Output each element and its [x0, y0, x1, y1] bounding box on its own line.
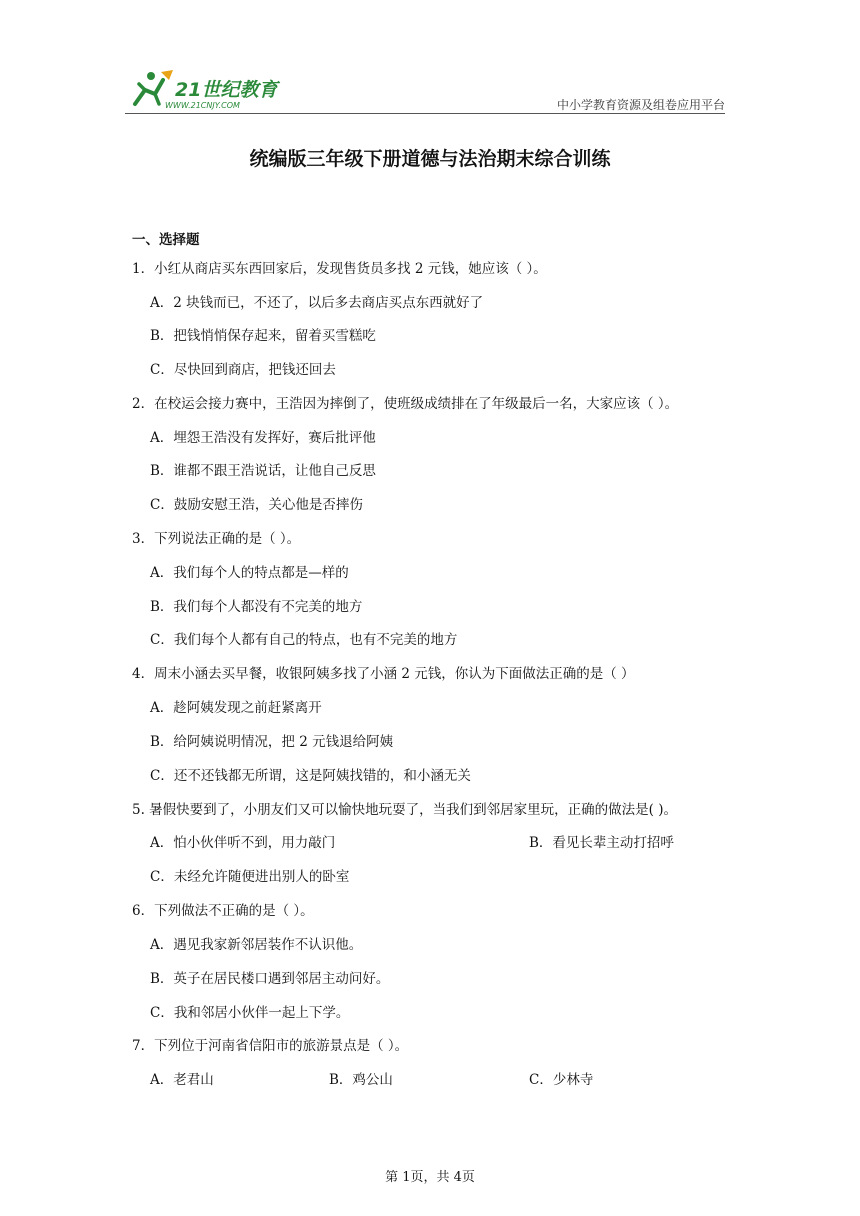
option-5c[interactable]: C．未经允许随便进出别人的卧室 — [150, 869, 350, 885]
option-1a[interactable]: A．2 块钱而已，不还了，以后多去商店买点东西就好了 — [150, 295, 484, 311]
question-1: 1．小红从商店买东西回家后，发现售货员多找 2 元钱，她应该（ ）。 — [132, 261, 547, 277]
option-6b[interactable]: B．英子在居民楼口遇到邻居主动问好。 — [150, 971, 390, 987]
option-5a[interactable]: A．怕小伙伴听不到，用力敲门 — [150, 835, 336, 851]
page-footer: 第 1页，共 4页 — [385, 1170, 475, 1185]
option-4c[interactable]: C．还不还钱都无所谓，这是阿姨找错的，和小涵无关 — [150, 768, 471, 784]
option-3a[interactable]: A．我们每个人的特点都是—样的 — [150, 565, 349, 581]
header-divider — [125, 113, 725, 114]
logo — [125, 66, 295, 112]
option-6c[interactable]: C．我和邻居小伙伴一起上下学。 — [150, 1005, 350, 1021]
logo-url: WWW.21CNJY.COM — [165, 101, 240, 110]
logo-text: 21世纪教育 — [175, 79, 278, 101]
option-1c[interactable]: C．尽快回到商店，把钱还回去 — [150, 362, 336, 378]
option-3c[interactable]: C．我们每个人都有自己的特点，也有不完美的地方 — [150, 632, 458, 648]
section-heading: 一、选择题 — [132, 232, 200, 248]
question-6: 6．下列做法不正确的是（ ）。 — [132, 903, 314, 919]
question-3: 3．下列说法正确的是（ ）。 — [132, 531, 301, 547]
question-2: 2．在校运会接力赛中，王浩因为摔倒了，使班级成绩排在了年级最后一名，大家应该（ ）。 — [132, 396, 679, 412]
option-7c[interactable]: C．少林寺 — [529, 1072, 594, 1088]
question-4: 4．周末小涵去买早餐，收银阿姨多找了小涵 2 元钱，你认为下面做法正确的是（ ） — [132, 666, 635, 682]
page-header — [125, 66, 725, 116]
option-2c[interactable]: C．鼓励安慰王浩，关心他是否摔伤 — [150, 497, 363, 513]
question-7: 7．下列位于河南省信阳市的旅游景点是（ ）。 — [132, 1038, 409, 1054]
option-7b[interactable]: B．鸡公山 — [329, 1072, 393, 1088]
option-6a[interactable]: A．遇见我家新邻居装作不认识他。 — [150, 937, 363, 953]
option-7a[interactable]: A．老君山 — [150, 1072, 214, 1088]
option-1b[interactable]: B．把钱悄悄保存起来，留着买雪糕吃 — [150, 328, 376, 344]
option-4a[interactable]: A．趁阿姨发现之前赶紧离开 — [150, 700, 322, 716]
option-3b[interactable]: B．我们每个人都没有不完美的地方 — [150, 599, 363, 615]
question-5: 5. 暑假快要到了，小朋友们又可以愉快地玩耍了，当我们到邻居家里玩，正确的做法是( )。 — [132, 802, 677, 818]
option-5b[interactable]: B．看见长辈主动打招呼 — [529, 835, 674, 851]
option-2b[interactable]: B．谁都不跟王浩说话，让他自己反思 — [150, 463, 376, 479]
option-4b[interactable]: B．给阿姨说明情况，把 2 元钱退给阿姨 — [150, 734, 394, 750]
option-2a[interactable]: A．埋怨王浩没有发挥好，赛后批评他 — [150, 430, 376, 446]
platform-label: 中小学教育资源及组卷应用平台 — [556, 98, 725, 112]
page-title: 统编版三年级下册道德与法治期末综合训练 — [249, 148, 611, 170]
